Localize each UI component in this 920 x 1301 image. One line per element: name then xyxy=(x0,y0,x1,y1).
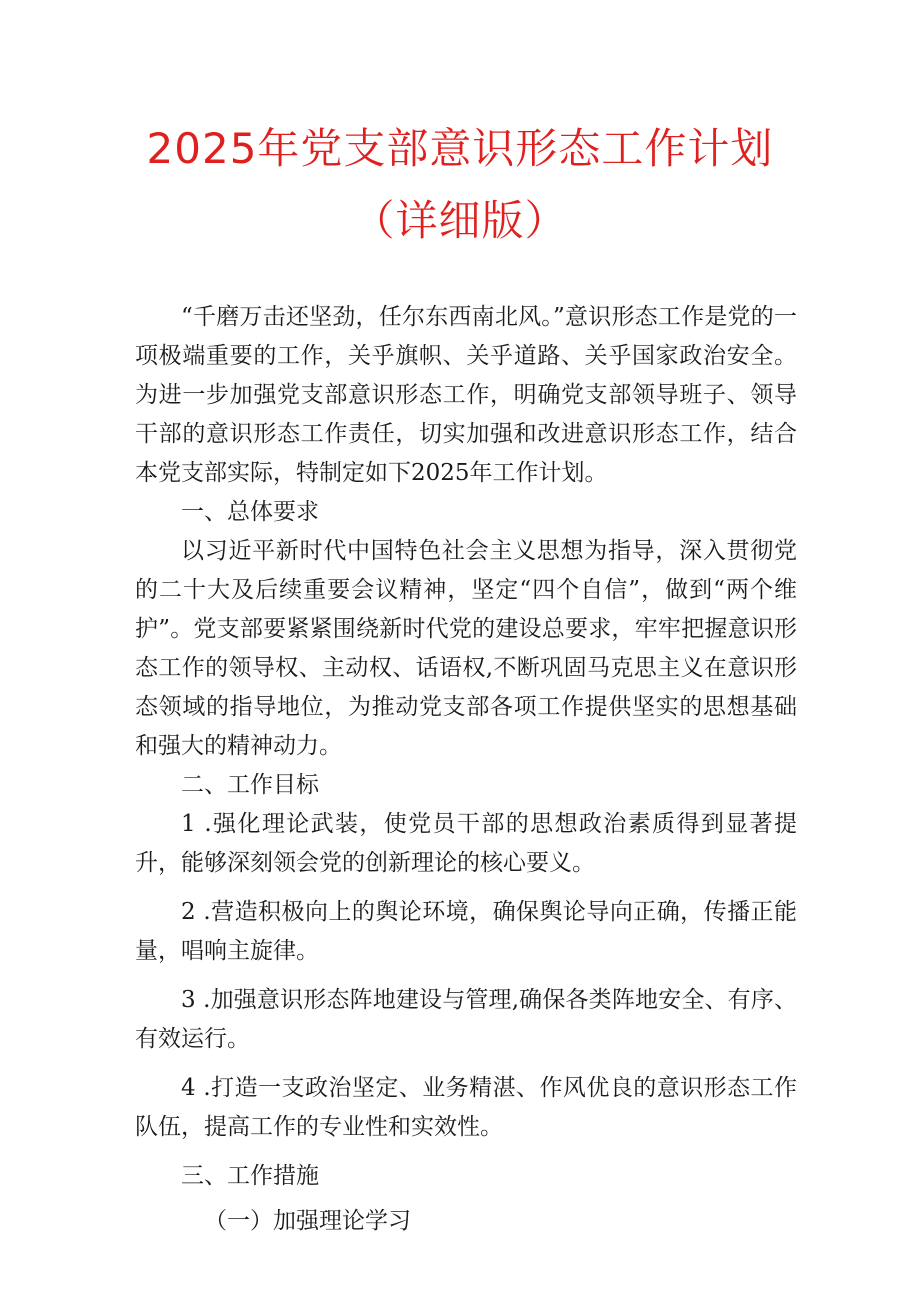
section-heading-overall-requirements: 一、总体要求 xyxy=(181,499,319,525)
document-body xyxy=(135,298,797,1241)
goal-item-1: 1 .强化理论武装，使党员干部的思想政治素质得到显著提升，能够深刻领会党的创新理论的核心要义。 xyxy=(135,811,797,876)
overall-requirements-paragraph: 以习近平新时代中国特色社会主义思想为指导，深入贯彻党的二十大及后续重要会议精神，坚定“四个自信”，做到“两个维护”。党支部要紧紧围绕新时代党的建设总要求，牢牢把握意识形态工作的领导权、主动权、话语权,不断巩固马克思主义在意识形态领域的指导地位，为推动党支部各项工作提供坚实的思想基础和强大的精神动力。 xyxy=(135,538,797,759)
section-heading-work-goals: 二、工作目标 xyxy=(181,772,319,798)
goal-item-2: 2 .营造积极向上的舆论环境，确保舆论导向正确，传播正能量，唱响主旋律。 xyxy=(135,899,797,964)
section-heading-work-measures: 三、工作措施 xyxy=(181,1163,319,1189)
goal-item-4: 4 .打造一支政治坚定、业务精湛、作风优良的意识形态工作队伍，提高工作的专业性和实效性。 xyxy=(135,1075,797,1140)
document-subtitle: （详细版） xyxy=(352,196,568,245)
subsection-heading-theory-study: （一）加强理论学习 xyxy=(204,1208,411,1234)
document-title: 2025年党支部意识形态工作计划 xyxy=(146,124,774,173)
goal-item-3: 3 .加强意识形态阵地建设与管理,确保各类阵地安全、有序、有效运行。 xyxy=(135,987,797,1052)
intro-paragraph: “千磨万击还坚劲，任尔东西南北风。”意识形态工作是党的一项极端重要的工作，关乎旗帜、关乎道路、关乎国家政治安全。为进一步加强党支部意识形态工作，明确党支部领导班子、领导干部的意识形态工作责任，切实加强和改进意识形态工作，结合本党支部实际，特制定如下2025年工作计划。 xyxy=(135,304,797,486)
